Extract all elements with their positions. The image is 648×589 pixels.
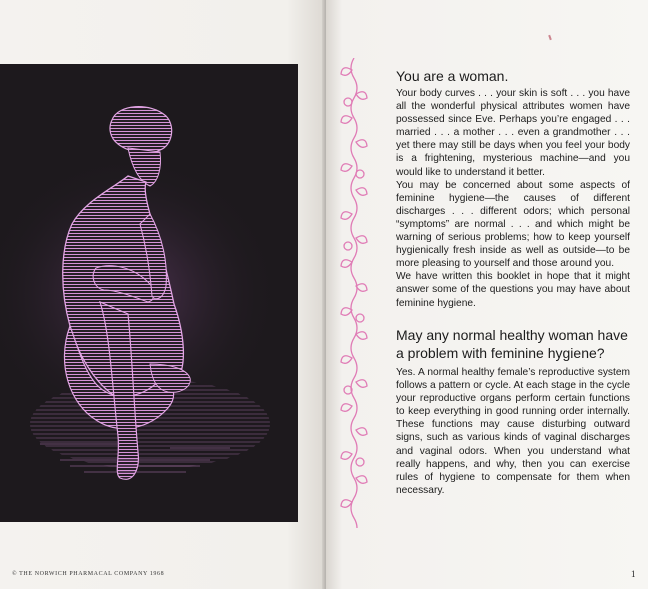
vine-flower — [356, 314, 364, 322]
vine-leaf — [356, 284, 367, 292]
intro-paragraph-2: You may be concerned about some aspects of feminine hygiene—the causes of different discharges . . . different odors; which personal “symptoms” are normal . . . and which might be warning of serious problems; how to keep yourself hygienically fresh inside as well as outside—to be more pleasing to yourself and those around you. — [396, 179, 630, 270]
article-text — [396, 67, 630, 497]
vine-flower — [356, 170, 364, 178]
copyright-notice: © THE NORWICH PHARMACAL COMPANY 1968 — [12, 571, 165, 577]
vine-leaf — [341, 260, 352, 268]
section-subheading: May any normal healthy woman have a problem with feminine hygiene? — [396, 326, 628, 361]
vine-flower — [344, 98, 352, 106]
vine-leaf — [356, 236, 367, 244]
vine-leaf — [341, 404, 352, 412]
page-heading: You are a woman. — [396, 68, 509, 84]
page-number: 1 — [631, 569, 636, 579]
vine-flower — [356, 458, 364, 466]
vine-leaf — [356, 140, 367, 148]
vine-leaf — [341, 500, 352, 508]
vine-leaf — [356, 428, 367, 436]
vine-leaf — [356, 188, 367, 196]
vine-flower — [344, 242, 352, 250]
vine-stem — [351, 58, 357, 528]
engraving-svg — [0, 64, 298, 522]
vine-leaf — [341, 212, 352, 220]
vine-leaf — [356, 92, 367, 100]
vine-leaf — [356, 332, 367, 340]
answer-paragraph: Yes. A normal healthy female’s reproductive system follows a pattern or cycle. At each stage in the cycle your reproductive organs perform certain functions to keep everything in good running order internally. These functions may cause disturbing outward signs, such as various kinds of vaginal discharges and vaginal odors. When you understand what really happens, and why, then you can exercise rules of hygiene to compensate for them when necessary. — [396, 367, 630, 496]
vine-leaf — [341, 68, 352, 76]
vine-leaf — [341, 164, 352, 172]
vine-leaf — [356, 476, 367, 484]
vine-leaf — [356, 380, 367, 388]
vine-leaf — [341, 308, 352, 316]
floral-vine-border — [339, 58, 369, 528]
woman-engraving-illustration — [0, 64, 298, 522]
vine-leaf — [341, 452, 352, 460]
vine-leaf — [341, 356, 352, 364]
vine-leaf — [341, 116, 352, 124]
intro-paragraph-1: Your body curves . . . your skin is soft . . . you have all the wonderful physical attributes women have possessed since Eve. Perhaps you’re engaged . . . married . . . a mother . . . even a grandmother . . . yet there may still be days when you feel your body is a frightening, mysterious machine—and you would like to understand it better. — [396, 88, 630, 178]
intro-paragraph-3: We have written this booklet in hope that it might answer some of the questions you may have about feminine hygiene. — [396, 271, 630, 309]
